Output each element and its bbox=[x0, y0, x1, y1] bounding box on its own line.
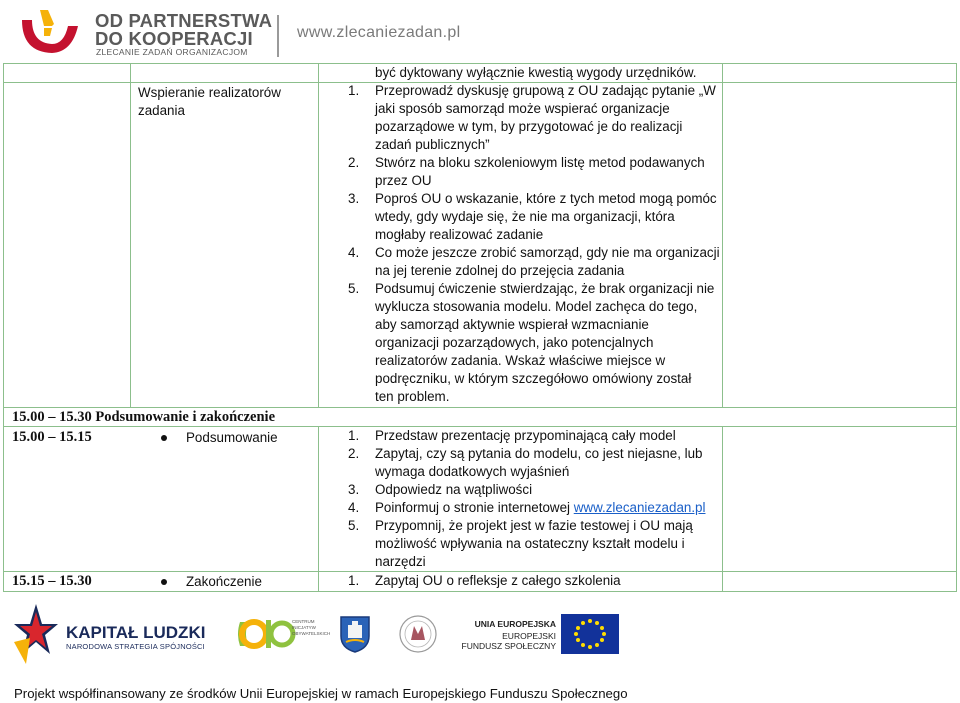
funding-statement: Projekt współfinansowany ze środków Unii Europejskiej w ramach Europejskiego Funduszu Społecznego bbox=[14, 686, 628, 701]
partnership-logo-icon bbox=[14, 6, 84, 58]
table-col-rule bbox=[130, 63, 131, 408]
list-item-text: pozarządowe w tym, by przygotować je do realizacji bbox=[375, 119, 683, 134]
list-item-number: 3. bbox=[348, 191, 360, 206]
cio-caption: CENTRUM INICJATYW OBYWATELSKICH bbox=[292, 619, 331, 636]
cio-letters bbox=[240, 622, 272, 643]
list-item-text: Zapytaj OU o refleksje z całego szkolenia bbox=[375, 573, 621, 588]
list-item-text: ten problem. bbox=[375, 389, 450, 404]
list-item-text: Zapytaj, czy są pytania do modelu, co jest niejasne, lub bbox=[375, 446, 703, 461]
page-header bbox=[0, 0, 960, 62]
table-border-right bbox=[956, 63, 957, 592]
list-item-text: Poproś OU o wskazanie, które z tych metod mogą pomóc bbox=[375, 191, 717, 206]
activity-name-line2: zadania bbox=[138, 103, 185, 118]
list-item-prefix: Poinformuj o stronie internetowej bbox=[375, 500, 574, 515]
bullet-icon bbox=[161, 435, 167, 441]
kl-title: KAPITAŁ LUDZKI bbox=[66, 623, 206, 642]
eu-flag-icon bbox=[561, 614, 619, 654]
list-item-text: Przypomnij, że projekt jest w fazie testowej i OU mają bbox=[375, 518, 693, 533]
eu-line3: FUNDUSZ SPOŁECZNY bbox=[461, 641, 556, 651]
list-item-text: Przedstaw prezentację przypominającą cały model bbox=[375, 428, 676, 443]
table-border-left bbox=[3, 63, 4, 592]
table-col-rule bbox=[318, 426, 319, 592]
list-item-text: na jej terenie zdolnej do przejęcia zadania bbox=[375, 263, 625, 278]
list-item-number: 3. bbox=[348, 482, 360, 497]
list-item-number: 4. bbox=[348, 245, 360, 260]
list-item-text: jaki sposób samorząd może wspierać organizacje bbox=[375, 101, 670, 116]
kapital-ludzki-star-icon bbox=[12, 602, 58, 664]
list-item-text: podręczniku, w którym szczegółowo omówiony został bbox=[375, 371, 692, 386]
section-header: 15.00 – 15.30 Podsumowanie i zakończenie bbox=[12, 409, 276, 425]
list-item-number: 2. bbox=[348, 155, 360, 170]
list-item-text: Odpowiedz na wątpliwości bbox=[375, 482, 533, 497]
list-item-text: mogłaby realizować zadanie bbox=[375, 227, 544, 242]
list-item-number: 5. bbox=[348, 281, 360, 296]
list-item-text: Stwórz na bloku szkoleniowym listę metod podawanych bbox=[375, 155, 705, 170]
university-seal-icon bbox=[398, 612, 438, 656]
list-item-number: 4. bbox=[348, 500, 360, 515]
time-slot: 15.15 – 15.30 bbox=[12, 573, 92, 589]
table-border-bottom bbox=[3, 591, 956, 592]
list-item-text: możliwość wpływania na ostateczny kształt modelu i bbox=[375, 536, 685, 551]
table-col-rule bbox=[722, 63, 723, 408]
brand-tagline: ZLECANIE ZADAŃ ORGANIZACJOM bbox=[96, 47, 248, 57]
list-item-text: wymaga dodatkowych wyjaśnień bbox=[375, 464, 570, 479]
eu-line2: EUROPEJSKI bbox=[502, 631, 556, 641]
list-item-text bbox=[375, 499, 705, 517]
eu-line1: UNIA EUROPEJSKA bbox=[474, 619, 556, 629]
list-item-text: zadań publicznych” bbox=[375, 137, 490, 152]
list-item-number: 1. bbox=[348, 428, 360, 443]
list-item-text: narzędzi bbox=[375, 554, 426, 569]
list-item-text: Podsumuj ćwiczenie stwierdzając, że brak organizacji nie bbox=[375, 281, 715, 296]
carry-over-text: być dyktowany wyłącznie kwestią wygody urzędników. bbox=[375, 65, 697, 80]
list-item-text: aby samorząd aktywnie wspierał wzmacnianie bbox=[375, 317, 649, 332]
list-item-number: 1. bbox=[348, 83, 360, 98]
list-item-text: przez OU bbox=[375, 173, 432, 188]
list-item-number: 2. bbox=[348, 446, 360, 461]
list-item-text: wyklucza stosowania modelu. Model zachęca do tego, bbox=[375, 299, 698, 314]
brand-title-line2: DO KOOPERACJI bbox=[95, 28, 253, 49]
activity-name: Zakończenie bbox=[186, 574, 262, 589]
website-link[interactable]: www.zlecaniezadan.pl bbox=[573, 500, 706, 515]
header-website: www.zlecaniezadan.pl bbox=[297, 24, 461, 41]
brand-title-line1: OD PARTNERSTWA bbox=[95, 10, 273, 31]
header-divider bbox=[277, 15, 279, 57]
table-col-rule bbox=[722, 426, 723, 592]
bullet-icon bbox=[161, 579, 167, 585]
list-item-text: realizatorów zadania. Wskaż właściwe miejsce w bbox=[375, 353, 666, 368]
list-item-text: organizacji pozarządowych, jako potencjalnych bbox=[375, 335, 654, 350]
list-item-text: wtedy, gdy wydaje się, że nie ma organizacji, która bbox=[375, 209, 675, 224]
list-item-text: Co może jeszcze zrobić samorząd, gdy nie ma organizacji bbox=[375, 245, 720, 260]
table-col-rule bbox=[318, 63, 319, 408]
list-item-number: 1. bbox=[348, 573, 360, 588]
list-item-number: 5. bbox=[348, 518, 360, 533]
kl-subtitle: NARODOWA STRATEGIA SPÓJNOŚCI bbox=[66, 642, 205, 651]
list-item-text: Przeprowadź dyskusję grupową z OU zadając pytanie „W bbox=[375, 83, 716, 98]
activity-name: Podsumowanie bbox=[186, 430, 278, 445]
city-crest-icon bbox=[338, 614, 372, 654]
time-slot: 15.00 – 15.15 bbox=[12, 429, 92, 445]
activity-name-line1: Wspieranie realizatorów bbox=[138, 85, 281, 100]
